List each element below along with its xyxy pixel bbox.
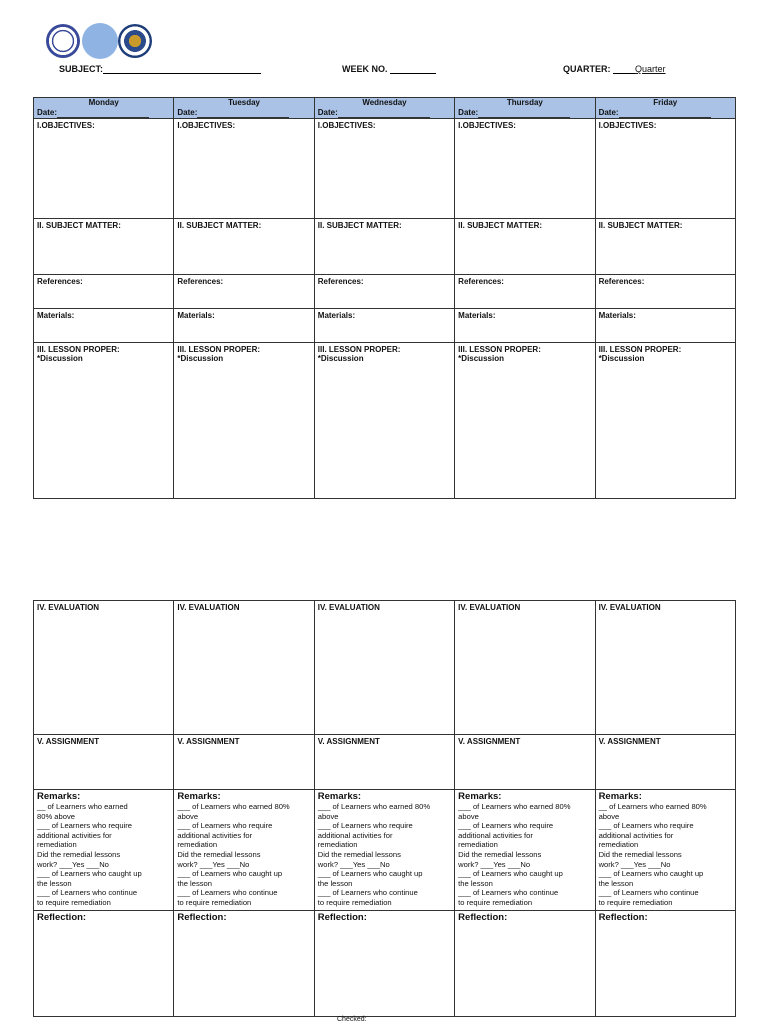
subject-matter-label: II. SUBJECT MATTER: bbox=[37, 221, 121, 230]
assignment-cell-monday[interactable] bbox=[34, 735, 174, 790]
day-header-monday bbox=[34, 98, 174, 119]
references-cell-monday[interactable] bbox=[34, 275, 174, 309]
references-cell-tuesday[interactable] bbox=[174, 275, 314, 309]
references-row bbox=[34, 275, 736, 309]
objectives-label: I.OBJECTIVES: bbox=[317, 121, 376, 130]
lesson-proper-cell-monday[interactable] bbox=[34, 343, 174, 499]
evaluation-cell-monday[interactable] bbox=[34, 601, 174, 735]
blank-circle-icon bbox=[82, 23, 118, 59]
materials-cell-wednesday[interactable] bbox=[314, 309, 454, 343]
subject-label: SUBJECT: bbox=[59, 64, 104, 74]
assignment-label: V. ASSIGNMENT bbox=[317, 737, 380, 746]
reflection-label: Reflection: bbox=[177, 911, 227, 923]
evaluation-row bbox=[34, 601, 736, 735]
remarks-row bbox=[34, 790, 736, 911]
date-label: Date: bbox=[598, 108, 619, 117]
subject-matter-label: II. SUBJECT MATTER: bbox=[458, 221, 543, 230]
day-name: Wednesday bbox=[362, 98, 407, 107]
assignment-label: V. ASSIGNMENT bbox=[458, 737, 521, 746]
evaluation-label: IV. EVALUATION bbox=[37, 603, 100, 612]
reflection-cell-thursday[interactable] bbox=[455, 910, 595, 1016]
subject-matter-label: II. SUBJECT MATTER: bbox=[317, 221, 402, 230]
remarks-cell-thursday[interactable] bbox=[455, 790, 595, 911]
reflection-label: Reflection: bbox=[458, 911, 508, 923]
remarks-label: Remarks: bbox=[598, 791, 642, 802]
lesson-proper-cell-wednesday[interactable] bbox=[314, 343, 454, 499]
remarks-text: __ of Learners who earned 80% above ___ of Learners who require additional activities for remediation Did the remedial lessons work? ___Yes ___No ___ of Learners who caught up the lesson ___ of Learners who continue to require remediation bbox=[37, 802, 142, 907]
remarks-text: ___ of Learners who earned 80% above ___ of Learners who require additional activities for remediation Did the remedial lessons work? ___Yes ___No ___ of Learners who caught up the lesson ___ of Learners who continue to require remediation bbox=[458, 802, 571, 907]
date-field[interactable] bbox=[458, 108, 591, 118]
date-blank[interactable] bbox=[619, 109, 711, 118]
reflection-label: Reflection: bbox=[598, 911, 648, 923]
references-cell-friday[interactable] bbox=[595, 275, 735, 309]
day-header-friday bbox=[595, 98, 735, 119]
discussion-label: *Discussion bbox=[177, 354, 224, 363]
materials-cell-thursday[interactable] bbox=[455, 309, 595, 343]
references-label: References: bbox=[598, 277, 645, 286]
date-blank[interactable] bbox=[338, 109, 430, 118]
discussion-label: *Discussion bbox=[37, 354, 83, 363]
lesson-proper-cell-friday[interactable] bbox=[595, 343, 735, 499]
objectives-label: I.OBJECTIVES: bbox=[37, 121, 95, 130]
date-field[interactable] bbox=[37, 108, 170, 118]
remarks-text: ___ of Learners who earned 80% above ___ of Learners who require additional activities for remediation Did the remedial lessons work? ___Yes ___No ___ of Learners who caught up the lesson ___ of Learners who continue to require remediation bbox=[317, 802, 431, 907]
date-label: Date: bbox=[37, 108, 58, 117]
materials-cell-friday[interactable] bbox=[595, 309, 735, 343]
date-label: Date: bbox=[177, 108, 198, 117]
day-header-thursday bbox=[455, 98, 595, 119]
subject-matter-cell-friday[interactable] bbox=[595, 219, 735, 275]
week-blank[interactable] bbox=[390, 64, 436, 74]
objectives-label: I.OBJECTIVES: bbox=[458, 121, 516, 130]
day-header-wednesday bbox=[314, 98, 454, 119]
evaluation-cell-wednesday[interactable] bbox=[314, 601, 454, 735]
remarks-text: __ of Learners who earned 80% above ___ of Learners who require additional activities for remediation Did the remedial lessons work? ___Yes ___No ___ of Learners who caught up the lesson ___ of Learners who continue to require remediation bbox=[598, 802, 707, 907]
reflection-label: Reflection: bbox=[37, 911, 87, 923]
remarks-cell-tuesday[interactable] bbox=[174, 790, 314, 911]
checked-label: Checked: bbox=[337, 1016, 367, 1023]
evaluation-cell-tuesday[interactable] bbox=[174, 601, 314, 735]
references-label: References: bbox=[317, 277, 364, 286]
materials-label: Materials: bbox=[598, 311, 636, 320]
lesson-proper-label: III. LESSON PROPER: bbox=[598, 345, 682, 354]
remarks-cell-monday[interactable] bbox=[34, 790, 174, 911]
assignment-row bbox=[34, 735, 736, 790]
reflection-row bbox=[34, 910, 736, 1016]
subject-matter-row bbox=[34, 219, 736, 275]
date-field[interactable] bbox=[318, 108, 451, 118]
date-blank[interactable] bbox=[478, 109, 570, 118]
remarks-label: Remarks: bbox=[177, 791, 221, 802]
subject-matter-cell-monday[interactable] bbox=[34, 219, 174, 275]
assignment-label: V. ASSIGNMENT bbox=[37, 737, 100, 746]
week-label: WEEK NO. bbox=[342, 64, 388, 74]
day-header-tuesday bbox=[174, 98, 314, 119]
materials-label: Materials: bbox=[458, 311, 496, 320]
quarter-blank[interactable] bbox=[613, 64, 635, 74]
subject-matter-cell-tuesday[interactable] bbox=[174, 219, 314, 275]
subject-matter-cell-thursday[interactable] bbox=[455, 219, 595, 275]
remarks-label: Remarks: bbox=[37, 791, 81, 802]
remarks-cell-friday[interactable] bbox=[595, 790, 735, 911]
day-header-row bbox=[34, 98, 736, 119]
lesson-proper-row bbox=[34, 343, 736, 499]
objectives-cell-friday[interactable] bbox=[595, 119, 735, 219]
lesson-proper-label: III. LESSON PROPER: bbox=[458, 345, 541, 354]
objectives-label: I.OBJECTIVES: bbox=[177, 121, 236, 130]
subject-matter-label: II. SUBJECT MATTER: bbox=[598, 221, 683, 230]
remarks-cell-wednesday[interactable] bbox=[314, 790, 454, 911]
materials-cell-monday[interactable] bbox=[34, 309, 174, 343]
date-field[interactable] bbox=[599, 108, 732, 118]
day-name: Thursday bbox=[506, 98, 543, 107]
reflection-label: Reflection: bbox=[317, 911, 367, 923]
discussion-label: *Discussion bbox=[317, 354, 364, 363]
reflection-cell-monday[interactable] bbox=[34, 910, 174, 1016]
school-seal-icon bbox=[118, 24, 152, 58]
date-label: Date: bbox=[458, 108, 479, 117]
assignment-cell-thursday[interactable] bbox=[455, 735, 595, 790]
objectives-cell-thursday[interactable] bbox=[455, 119, 595, 219]
materials-label: Materials: bbox=[177, 311, 215, 320]
assignment-cell-friday[interactable] bbox=[595, 735, 735, 790]
assignment-label: V. ASSIGNMENT bbox=[598, 737, 661, 746]
objectives-row bbox=[34, 119, 736, 219]
objectives-cell-tuesday[interactable] bbox=[174, 119, 314, 219]
evaluation-cell-thursday[interactable] bbox=[455, 601, 595, 735]
evaluation-label: IV. EVALUATION bbox=[317, 603, 380, 612]
subject-matter-label: II. SUBJECT MATTER: bbox=[177, 221, 262, 230]
lesson-proper-cell-thursday[interactable] bbox=[455, 343, 595, 499]
remarks-label: Remarks: bbox=[317, 791, 362, 802]
objectives-label: I.OBJECTIVES: bbox=[598, 121, 657, 130]
day-name: Monday bbox=[88, 98, 119, 107]
lesson-proper-cell-tuesday[interactable] bbox=[174, 343, 314, 499]
deped-seal-icon bbox=[46, 24, 80, 58]
objectives-cell-wednesday[interactable] bbox=[314, 119, 454, 219]
objectives-cell-monday[interactable] bbox=[34, 119, 174, 219]
evaluation-label: IV. EVALUATION bbox=[458, 603, 521, 612]
assignment-label: V. ASSIGNMENT bbox=[177, 737, 240, 746]
evaluation-cell-friday[interactable] bbox=[595, 601, 735, 735]
day-name: Friday bbox=[653, 98, 678, 107]
lesson-plan-table-bottom bbox=[33, 600, 736, 1017]
date-label: Date: bbox=[317, 108, 338, 117]
materials-label: Materials: bbox=[317, 311, 356, 320]
reflection-cell-wednesday[interactable] bbox=[314, 910, 454, 1016]
lesson-proper-label: III. LESSON PROPER: bbox=[177, 345, 261, 354]
materials-label: Materials: bbox=[37, 311, 75, 320]
reflection-cell-friday[interactable] bbox=[595, 910, 735, 1016]
assignment-cell-wednesday[interactable] bbox=[314, 735, 454, 790]
reflection-cell-tuesday[interactable] bbox=[174, 910, 314, 1016]
assignment-cell-tuesday[interactable] bbox=[174, 735, 314, 790]
quarter-field bbox=[563, 64, 666, 74]
date-blank[interactable] bbox=[57, 109, 149, 118]
references-label: References: bbox=[37, 277, 83, 286]
subject-field bbox=[59, 64, 261, 74]
evaluation-label: IV. EVALUATION bbox=[177, 603, 240, 612]
references-cell-wednesday[interactable] bbox=[314, 275, 454, 309]
evaluation-label: IV. EVALUATION bbox=[598, 603, 661, 612]
quarter-label: QUARTER: bbox=[563, 64, 611, 74]
lesson-proper-label: III. LESSON PROPER: bbox=[317, 345, 401, 354]
week-field bbox=[342, 64, 436, 74]
lesson-plan-table-top bbox=[33, 97, 736, 499]
day-name: Tuesday bbox=[228, 98, 261, 107]
quarter-value: Quarter bbox=[635, 64, 666, 74]
discussion-label: *Discussion bbox=[598, 354, 645, 363]
references-label: References: bbox=[177, 277, 224, 286]
materials-row bbox=[34, 309, 736, 343]
date-blank[interactable] bbox=[197, 109, 289, 118]
remarks-label: Remarks: bbox=[458, 791, 502, 802]
subject-blank[interactable] bbox=[103, 64, 261, 74]
materials-cell-tuesday[interactable] bbox=[174, 309, 314, 343]
subject-matter-cell-wednesday[interactable] bbox=[314, 219, 454, 275]
remarks-text: ___ of Learners who earned 80% above ___ of Learners who require additional activities for remediation Did the remedial lessons work? ___Yes ___No ___ of Learners who caught up the lesson ___ of Learners who continue to require remediation bbox=[177, 802, 290, 907]
date-field[interactable] bbox=[177, 108, 310, 118]
references-label: References: bbox=[458, 277, 504, 286]
references-cell-thursday[interactable] bbox=[455, 275, 595, 309]
discussion-label: *Discussion bbox=[458, 354, 504, 363]
lesson-proper-label: III. LESSON PROPER: bbox=[37, 345, 120, 354]
